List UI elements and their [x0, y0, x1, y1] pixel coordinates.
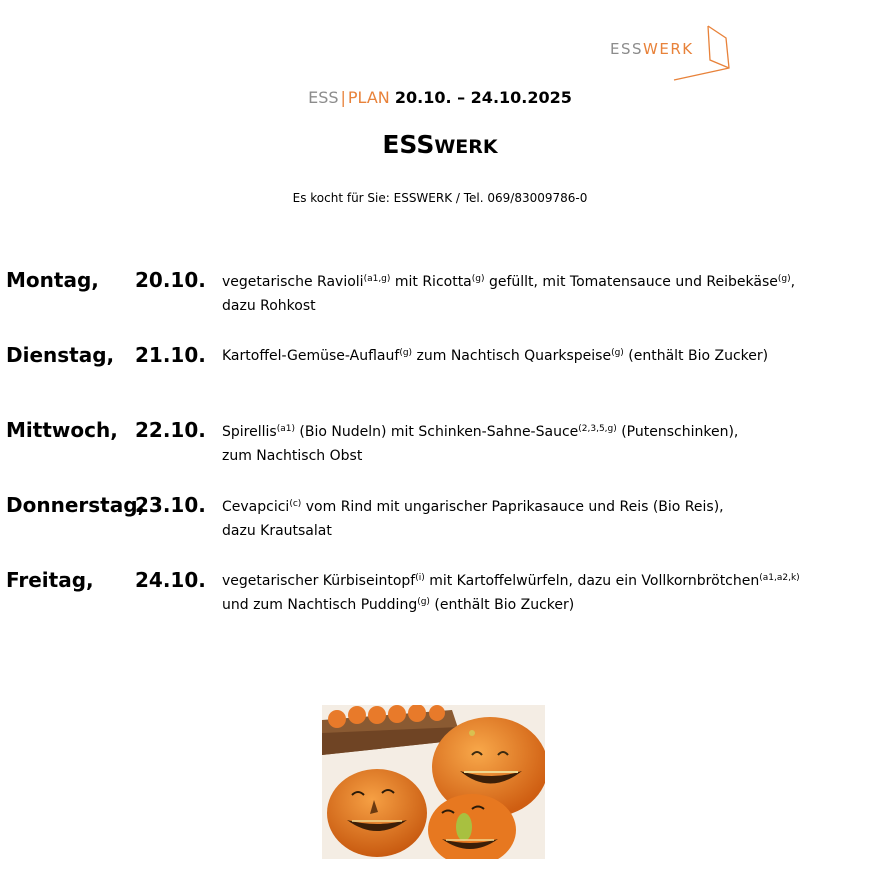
- meal-tuesday: [222, 344, 768, 368]
- meal-line: [222, 593, 800, 617]
- logo-werk: WERK: [643, 40, 694, 58]
- day-tuesday: Dienstag,: [6, 343, 115, 367]
- allergen-note: (a1,a2,k): [759, 573, 800, 583]
- meal-line: [222, 569, 800, 593]
- title-werk: WERK: [434, 136, 498, 158]
- date-friday: 24.10.: [135, 568, 206, 592]
- meal-text: zum Nachtisch Quarkspeise: [412, 348, 612, 364]
- meal-line: [222, 495, 724, 519]
- meal-line: [222, 270, 795, 294]
- meal-text: mit Ricotta: [390, 274, 472, 290]
- meal-text: (Bio Nudeln) mit Schinken-Sahne-Sauce: [294, 424, 579, 440]
- meal-text: Kartoffel-Gemüse-Auflauf: [222, 348, 400, 364]
- meal-text: vegetarischer Kürbiseintopf: [222, 573, 416, 589]
- meal-line: dazu Rohkost: [222, 298, 316, 314]
- header-plan: PLAN: [347, 88, 390, 107]
- allergen-note: (a1): [276, 424, 295, 434]
- esswerk-logo: [610, 24, 735, 84]
- meal-text: vom Rind mit ungarischer Paprikasauce und Reis (Bio Reis),: [301, 499, 724, 515]
- meal-text: gefüllt, mit Tomatensauce und Reibekäse: [484, 274, 778, 290]
- meal-line: [222, 344, 768, 368]
- meal-text: und zum Nachtisch Pudding: [222, 597, 418, 613]
- meal-text: (enthält Bio Zucker): [429, 597, 575, 613]
- allergen-note: (2,3,5,g): [578, 424, 617, 434]
- meal-thursday: [222, 495, 724, 543]
- day-monday: Montag,: [6, 268, 99, 292]
- meal-line: dazu Krautsalat: [222, 523, 332, 539]
- day-thursday: Donnerstag,: [6, 493, 146, 517]
- header-ess: ESS: [308, 88, 339, 107]
- meal-text: (enthält Bio Zucker): [623, 348, 769, 364]
- allergen-note: (g): [611, 348, 624, 358]
- date-thursday: 23.10.: [135, 493, 206, 517]
- allergen-note: (g): [399, 348, 413, 358]
- allergen-note: (g): [471, 274, 485, 284]
- meal-monday: [222, 270, 795, 318]
- date-monday: 20.10.: [135, 268, 206, 292]
- meal-wednesday: [222, 420, 738, 468]
- date-wednesday: 22.10.: [135, 418, 206, 442]
- meal-text: (Putenschinken),: [616, 424, 739, 440]
- allergen-note: (g): [417, 597, 430, 607]
- day-wednesday: Mittwoch,: [6, 418, 118, 442]
- page-title: [0, 130, 880, 159]
- meal-text: Cevapcici: [222, 499, 290, 515]
- meal-text: Spirellis: [222, 424, 277, 440]
- plan-header: [0, 88, 880, 107]
- day-friday: Freitag,: [6, 568, 94, 592]
- title-ess: ESS: [382, 130, 435, 159]
- meal-text: mit Kartoffelwürfeln, dazu ein Vollkornbrötchen: [424, 573, 760, 589]
- meal-friday: [222, 569, 800, 617]
- header-dates: 20.10. – 24.10.2025: [394, 88, 572, 107]
- meal-text: vegetarische Ravioli: [222, 274, 364, 290]
- cook-line: Es kocht für Sie: ESSWERK / Tel. 069/83009786-0: [292, 191, 588, 205]
- meal-line: zum Nachtisch Obst: [222, 448, 363, 464]
- meal-text: ,: [790, 274, 796, 290]
- logo-house-icon: [670, 24, 736, 82]
- pumpkin-faces-photo: [322, 705, 545, 859]
- logo-ess: ESS: [610, 40, 644, 58]
- allergen-note: (g): [777, 274, 791, 284]
- meal-line: [222, 420, 738, 444]
- header-separator: |: [340, 88, 346, 107]
- allergen-note: (c): [289, 499, 302, 509]
- date-tuesday: 21.10.: [135, 343, 206, 367]
- allergen-note: (i): [415, 573, 425, 583]
- allergen-note: (a1,g): [363, 274, 391, 284]
